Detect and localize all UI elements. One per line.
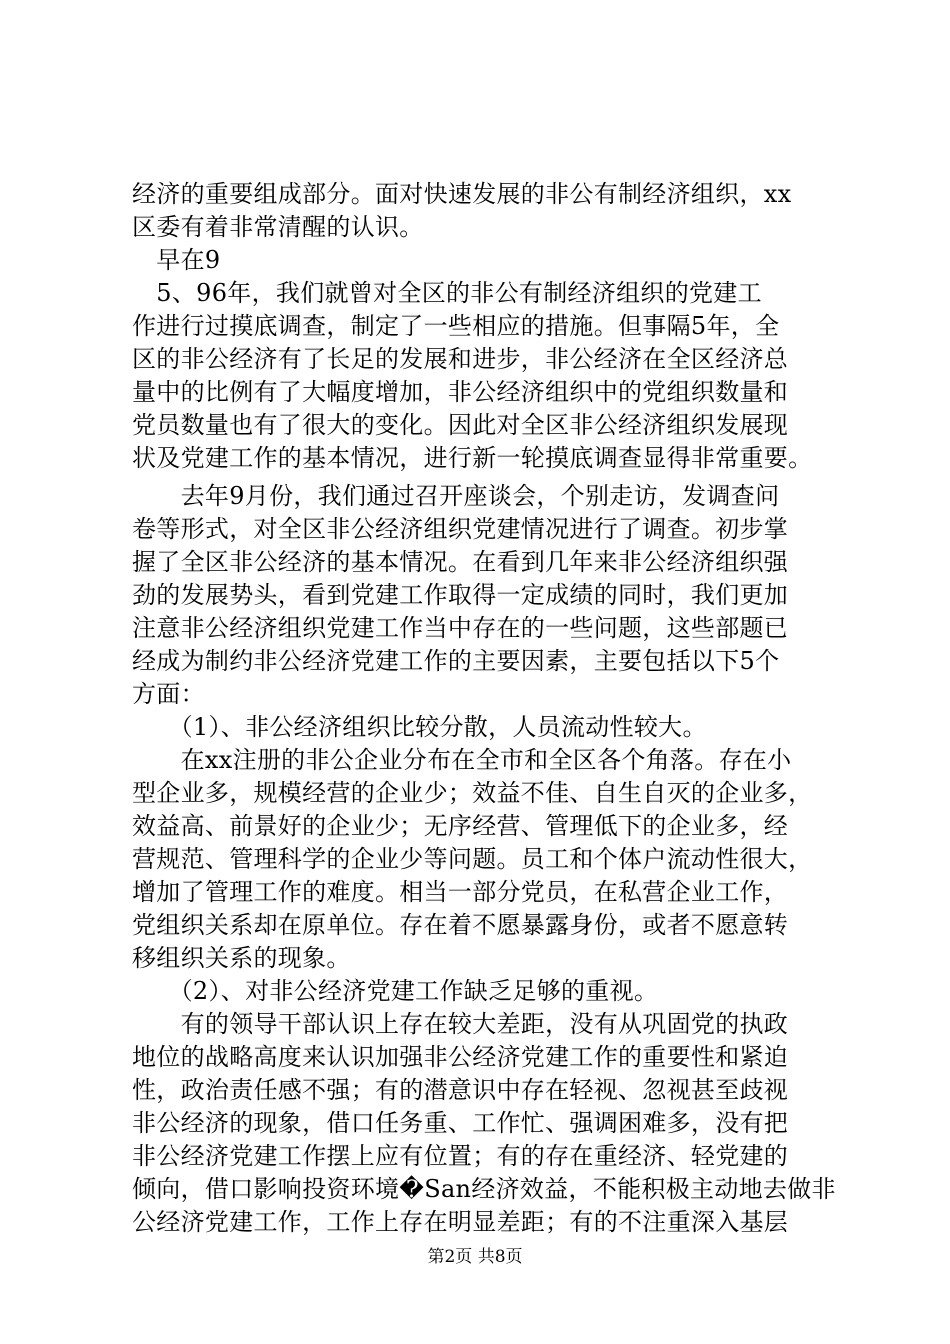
text-line: 效益高、前景好的企业少；无序经营、管理低下的企业多，经 bbox=[132, 812, 789, 840]
text-line: 倾向，借口影响投资环境�San经济效益，不能积极主动地去做非 bbox=[132, 1175, 836, 1203]
text-line: 握了全区非公经济的基本情况。在看到几年来非公经济组织强 bbox=[132, 548, 789, 576]
text-line: 党组织关系却在原单位。存在着不愿暴露身份，或者不愿意转 bbox=[132, 911, 789, 939]
text-line: 经济的重要组成部分。面对快速发展的非公有制经济组织，xx bbox=[132, 180, 792, 208]
text-line: 状及党建工作的基本情况，进行新一轮摸底调查显得非常重要。 bbox=[132, 444, 813, 472]
text-line: 有的领导干部认识上存在较大差距，没有从巩固党的执政 bbox=[132, 1010, 789, 1038]
text-line: 作进行过摸底调查，制定了一些相应的措施。但事隔5年，全 bbox=[132, 312, 780, 340]
text-line: 公经济党建工作，工作上存在明显差距；有的不注重深入基层 bbox=[132, 1208, 789, 1236]
text-line: 性，政治责任感不强；有的潜意识中存在轻视、忽视甚至歧视 bbox=[132, 1076, 789, 1104]
text-line: 移组织关系的现象。 bbox=[132, 944, 351, 972]
text-line: 非公经济党建工作摆上应有位置；有的存在重经济、轻党建的 bbox=[132, 1142, 789, 1170]
text-line: 党员数量也有了很大的变化。因此对全区非公经济组织发展现 bbox=[132, 411, 789, 439]
text-line: 5、96年，我们就曾对全区的非公有制经济组织的党建工 bbox=[132, 279, 762, 307]
text-line: 经成为制约非公经济党建工作的主要因素，主要包括以下5个 bbox=[132, 647, 780, 675]
text-line: 去年9月份，我们通过召开座谈会，个别走访，发调查问 bbox=[132, 482, 780, 510]
text-line: 非公经济的现象，借口任务重、工作忙、强调困难多，没有把 bbox=[132, 1109, 789, 1137]
text-line: 在xx注册的非公企业分布在全市和全区各个角落。存在小 bbox=[132, 746, 792, 774]
text-line: 区委有着非常清醒的认识。 bbox=[132, 213, 424, 241]
text-line: 早在9 bbox=[132, 246, 221, 274]
text-line: 方面： bbox=[132, 680, 205, 708]
text-line: 劲的发展势头，看到党建工作取得一定成绩的同时，我们更加 bbox=[132, 581, 789, 609]
text-line: 地位的战略高度来认识加强非公经济党建工作的重要性和紧迫 bbox=[132, 1043, 789, 1071]
text-line: 卷等形式，对全区非公经济组织党建情况进行了调查。初步掌 bbox=[132, 515, 789, 543]
text-line: 增加了管理工作的难度。相当一部分党员，在私营企业工作， bbox=[132, 878, 789, 906]
text-line: （2）、对非公经济党建工作缺乏足够的重视。 bbox=[132, 977, 659, 1005]
text-line: （1）、非公经济组织比较分散，人员流动性较大。 bbox=[132, 713, 707, 741]
page-number-footer: 第2页 共8页 bbox=[427, 1247, 523, 1267]
text-line: 注意非公经济组织党建工作当中存在的一些问题，这些部题已 bbox=[132, 614, 789, 642]
text-line: 营规范、管理科学的企业少等问题。员工和个体户流动性很大， bbox=[132, 845, 813, 873]
text-line: 区的非公经济有了长足的发展和进步，非公经济在全区经济总 bbox=[132, 345, 789, 373]
text-line: 量中的比例有了大幅度增加，非公经济组织中的党组织数量和 bbox=[132, 378, 789, 406]
text-line: 型企业多，规模经营的企业少；效益不佳、自生自灭的企业多， bbox=[132, 779, 813, 807]
